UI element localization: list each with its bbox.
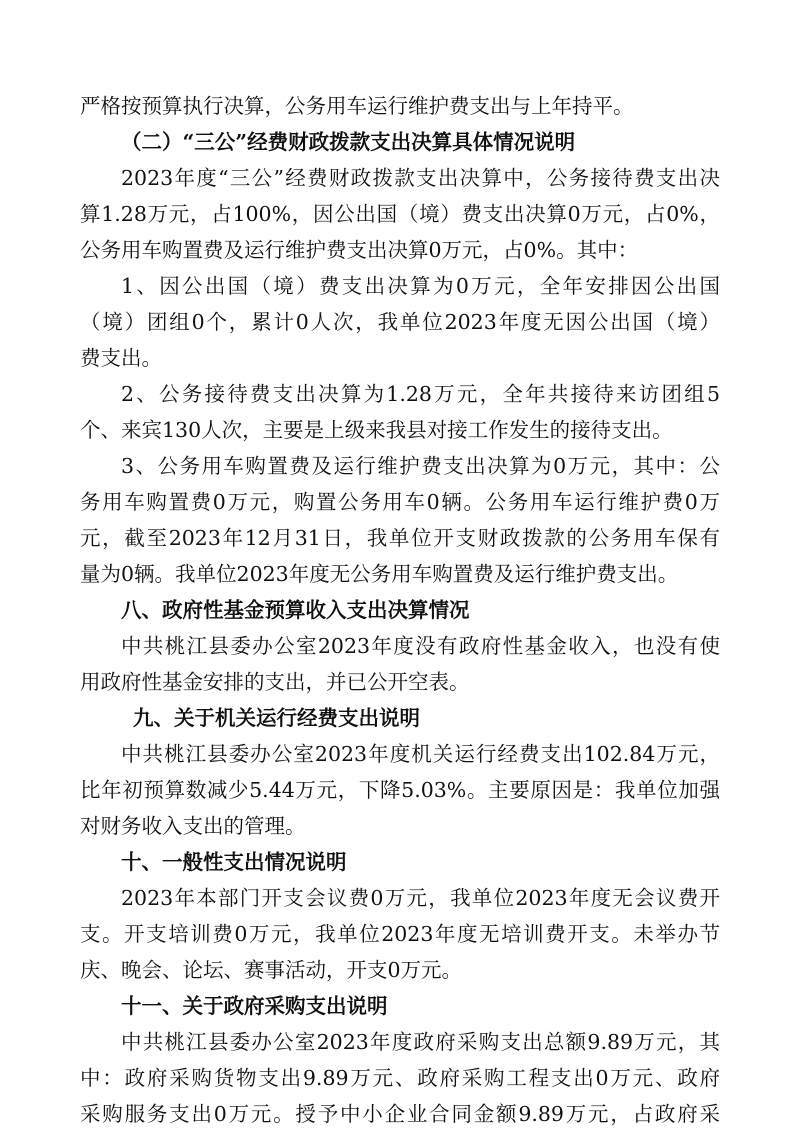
section-heading: 九、关于机关运行经费支出说明 xyxy=(133,706,420,730)
paragraph-line: 3、公务用车购置费及运行维护费支出决算为0万元，其中：公 xyxy=(121,454,720,478)
paragraph-line: 中共桃江县委办公室2023年度政府采购支出总额9.89万元，其 xyxy=(121,1030,720,1054)
paragraph-line: 中共桃江县委办公室2023年度机关运行经费支出102.84万元， xyxy=(121,742,720,766)
paragraph-line: 量为0辆。我单位2023年度无公务用车购置费及运行维护费支出。 xyxy=(80,562,679,586)
paragraph-line: 对财务收入支出的管理。 xyxy=(80,814,306,838)
paragraph-line: 中共桃江县委办公室2023年度没有政府性基金收入，也没有使 xyxy=(121,634,720,658)
paragraph-line: 个、来宾130人次，主要是上级来我县对接工作发生的接待支出。 xyxy=(80,418,673,442)
paragraph-line: 比年初预算数减少5.44万元，下降5.03%。主要原因是：我单位加强 xyxy=(80,778,720,802)
paragraph-line: 2023年本部门开支会议费0万元，我单位2023年度无会议费开 xyxy=(121,886,720,910)
section-heading: 十一、关于政府采购支出说明 xyxy=(121,994,388,1018)
paragraph-line: 中：政府采购货物支出9.89万元、政府采购工程支出0万元、政府 xyxy=(80,1066,720,1090)
paragraph-line: 算1.28万元，占100%，因公出国（境）费支出决算0万元，占0%， xyxy=(80,202,720,226)
paragraph-line: 庆、晚会、论坛、赛事活动，开支0万元。 xyxy=(80,958,463,982)
paragraph-line: 用政府性基金安排的支出，并已公开空表。 xyxy=(80,670,470,694)
paragraph-line: 公务用车购置费及运行维护费支出决算0万元，占0%。其中： xyxy=(80,238,639,262)
paragraph-line: （境）团组0个，累计0人次，我单位2023年度无因公出国（境） xyxy=(80,310,720,334)
section-heading: （二）“三公”经费财政拨款支出决算具体情况说明 xyxy=(121,130,576,154)
paragraph-line: 严格按预算执行决算，公务用车运行维护费支出与上年持平。 xyxy=(80,94,634,118)
paragraph-line: 2、公务接待费支出决算为1.28万元，全年共接待来访团组5 xyxy=(121,382,720,406)
section-heading: 八、政府性基金预算收入支出决算情况 xyxy=(121,598,470,622)
paragraph-line: 支。开支培训费0万元，我单位2023年度无培训费开支。未举办节 xyxy=(80,922,720,946)
paragraph-line: 费支出。 xyxy=(80,346,162,370)
paragraph-line: 2023年度“三公”经费财政拨款支出决算中，公务接待费支出决 xyxy=(121,166,720,190)
section-heading: 十、一般性支出情况说明 xyxy=(121,850,347,874)
paragraph-line: 务用车购置费0万元，购置公务用车0辆。公务用车运行维护费0万 xyxy=(80,490,720,514)
paragraph-line: 1、因公出国（境）费支出决算为0万元，全年安排因公出国 xyxy=(121,274,720,298)
paragraph-line: 元，截至2023年12月31日，我单位开支财政拨款的公务用车保有 xyxy=(80,526,720,550)
paragraph-line: 采购服务支出0万元。授予中小企业合同金额9.89万元，占政府采 xyxy=(80,1102,720,1126)
